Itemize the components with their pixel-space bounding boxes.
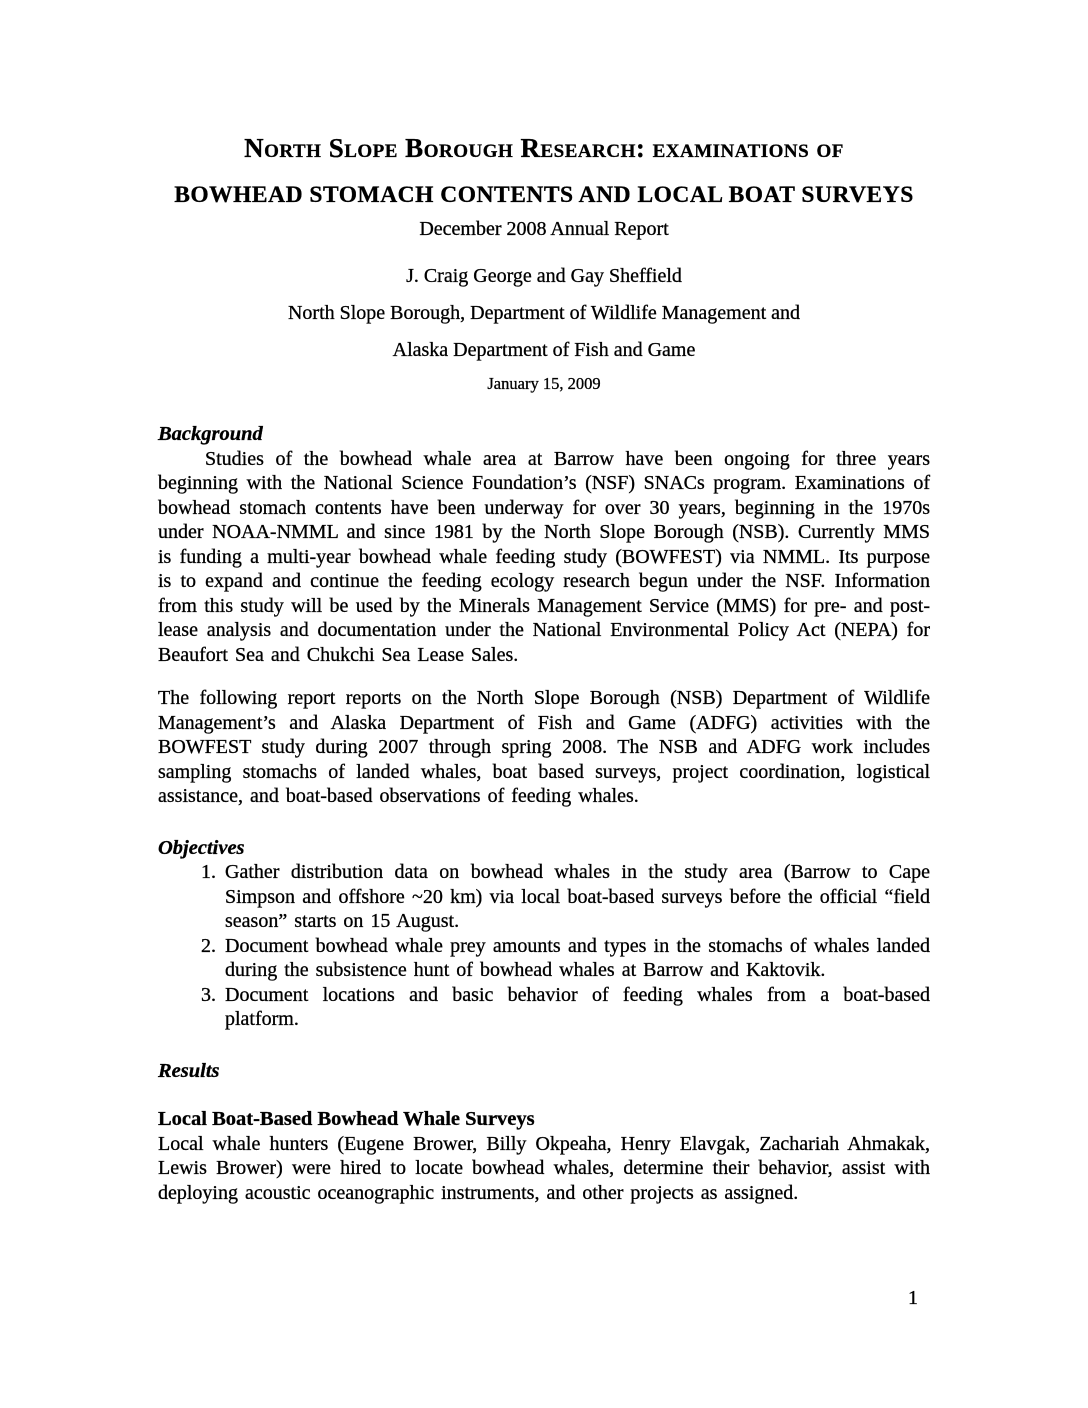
report-subtitle: December 2008 Annual Report <box>419 218 669 240</box>
title-block <box>158 133 930 393</box>
page-content <box>158 133 930 1205</box>
background-paragraph-1: Studies of the bowhead whale area at Barrow have been ongoing for three years beginning with the National Science Foundation’s (NSF) SNACs program. Examinations of bowhead stomach contents have been underway for over 30 years, beginning in the 1970s under NOAA-NMML and since 1981 by the North Slope Borough (NSB). Currently MMS is funding a multi-year bowhead whale feeding study (BOWFEST) via NMML. Its purpose is to expand and continue the feeding ecology research begun under the NSF. Information from this study will be used by the Minerals Management Service (MMS) for pre- and post-lease analysis and documentation under the National Environmental Policy Act (NEPA) for Beaufort Sea and Chukchi Sea Lease Sales. <box>158 447 930 666</box>
objectives-list <box>158 860 930 1032</box>
affiliation-line-2: Alaska Department of Fish and Game <box>392 339 696 361</box>
authors-line: J. Craig George and Gay Sheffield <box>406 265 682 287</box>
boat-surveys-paragraph: Local whale hunters (Eugene Brower, Billy Okpeaha, Henry Elavgak, Zachariah Ahmakak, Lewis Brower) were hired to locate bowhead whales, determine their behavior, assist with deploying acoustic oceanographic instruments, and other projects as assigned. <box>158 1132 930 1204</box>
background-paragraph-2: The following report reports on the North Slope Borough (NSB) Department of Wildlife Management’s and Alaska Department of Fish and Game (ADFG) activities with the BOWFEST study during 2007 through spring 2008. The NSB and ADFG work includes sampling stomachs of landed whales, boat based surveys, project coordination, logistical assistance, and boat-based observations of feeding whales. <box>158 687 930 807</box>
results-section <box>158 1059 930 1206</box>
objectives-heading: Objectives <box>158 836 245 859</box>
results-heading: Results <box>158 1059 220 1082</box>
objective-item-1: 1. Gather distribution data on bowhead whales in the study area (Barrow to Cape Simpson and offshore ~20 km) via local boat-based surveys before the official “field season” starts on 15 August. <box>223 860 930 934</box>
affiliation-line-1: North Slope Borough, Department of Wildlife Management and <box>287 302 801 324</box>
page-title-line2: BOWHEAD STOMACH CONTENTS AND LOCAL BOAT SURVEYS <box>174 182 914 208</box>
report-date: January 15, 2009 <box>487 374 601 393</box>
boat-surveys-subheading: Local Boat-Based Bowhead Whale Surveys <box>158 1108 535 1130</box>
page-number: 1 <box>908 1287 918 1309</box>
objective-item-3: 3. Document locations and basic behavior of feeding whales from a boat-based platform. <box>223 983 930 1032</box>
objectives-section <box>158 836 930 1032</box>
background-heading: Background <box>158 423 263 445</box>
page-title-line1: North Slope Borough Research: examinations of <box>244 133 844 163</box>
objective-item-2: 2. Document bowhead whale prey amounts and types in the stomachs of whales landed during the subsistence hunt of bowhead whales at Barrow and Kaktovik. <box>223 934 930 983</box>
background-section <box>158 422 930 809</box>
